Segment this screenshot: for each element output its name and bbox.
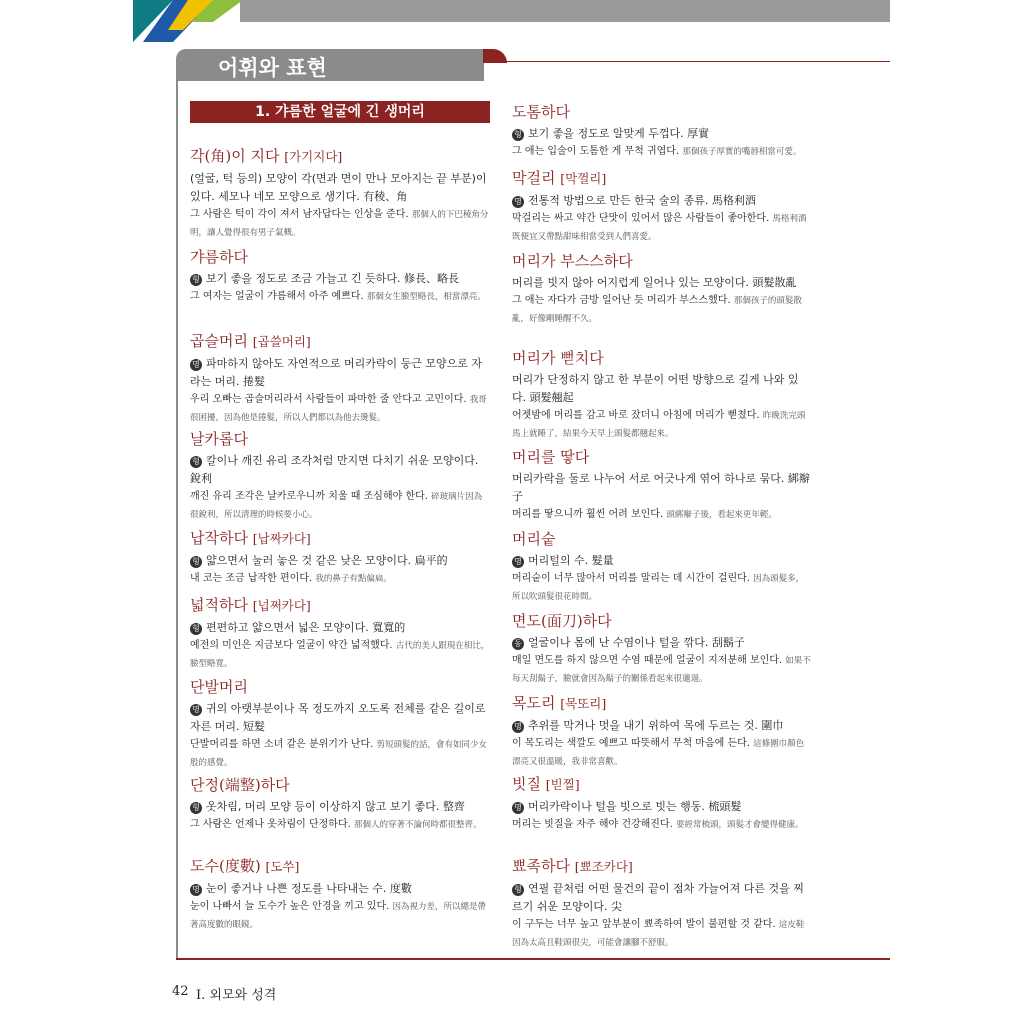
example-translation: 馬格利酒既便宜又帶點甜味相當受到人們喜愛。 <box>512 214 807 242</box>
example-korean: 그 애는 자다가 금방 일어난 듯 머리가 부스스했다. <box>512 295 731 306</box>
entry-definition <box>190 170 490 206</box>
entry-definition <box>190 880 490 898</box>
pronunciation: [막껄리] <box>560 171 607 186</box>
part-of-speech-badge: 명 <box>512 556 524 568</box>
pronunciation: [가기지다] <box>284 149 343 164</box>
entry-headword <box>512 167 812 190</box>
entry-definition <box>190 355 490 391</box>
definition-text: 보기 좋을 정도로 조금 가늘고 긴 듯하다. 修長、略長 <box>206 272 459 285</box>
definition-text: (얼굴, 턱 등의) 모양이 각(면과 면이 만나 모아지는 끝 부분)이 있다. 세모나 네모 모양으로 생기다. 有稜、角 <box>190 172 487 203</box>
headword-text: 날카롭다 <box>190 430 248 448</box>
entry-headword <box>190 676 490 698</box>
headword-text: 도톰하다 <box>512 103 570 121</box>
pronunciation: [뾰조카다] <box>574 859 633 874</box>
part-of-speech-badge: 명 <box>512 196 524 208</box>
definition-text: 머리카락이나 털을 빗으로 빗는 행동. 梳頭髮 <box>528 800 742 813</box>
example-korean: 그 애는 입술이 도톰한 게 무척 귀엽다. <box>512 146 680 157</box>
subheading: 1. 갸름한 얼굴에 긴 생머리 <box>190 101 490 123</box>
headword-text: 넓적하다 <box>190 596 248 614</box>
entry-definition <box>512 470 812 506</box>
headword-text: 뾰족하다 <box>512 857 570 875</box>
dictionary-entry <box>190 774 490 834</box>
entry-example <box>512 407 812 443</box>
example-translation: 那個人的穿著不論何時都很整齊。 <box>353 820 482 830</box>
part-of-speech-badge: 형 <box>512 884 524 896</box>
example-translation: 古代的美人跟現在相比，臉型略寬。 <box>190 641 490 669</box>
top-bar <box>240 0 890 22</box>
part-of-speech-badge: 명 <box>512 802 524 814</box>
entry-definition <box>512 634 812 652</box>
example-korean: 이 목도리는 색깔도 예쁘고 따뜻해서 무척 마음에 든다. <box>512 738 750 749</box>
example-translation: 因為頭髮多，所以吹頭髮很花時間。 <box>512 574 805 602</box>
definition-text: 연필 끝처럼 어떤 물건의 끝이 점차 가늘어져 다른 것을 찌르기 쉬운 모양이다. 尖 <box>512 882 804 913</box>
example-translation: 因為視力差，所以總是帶著高度數的眼鏡。 <box>190 902 487 930</box>
example-translation: 這皮鞋因為太高且鞋頭很尖，可能會讓腳不舒服。 <box>512 920 805 948</box>
section-title: 어휘와 표현 <box>218 56 327 80</box>
headword-text: 납작하다 <box>190 529 248 547</box>
example-translation: 碎玻璃片因為很銳利，所以清理的時候要小心。 <box>190 492 483 520</box>
frame-bottom-rule <box>176 958 890 960</box>
entry-example <box>512 816 812 834</box>
entry-example <box>512 506 812 524</box>
entry-example <box>512 735 812 771</box>
entry-example <box>512 292 812 328</box>
dictionary-entry <box>512 855 812 952</box>
entry-headword <box>512 347 812 369</box>
part-of-speech-badge: 명 <box>190 704 202 716</box>
part-of-speech-badge: 형 <box>512 129 524 141</box>
example-translation: 昨晚洗完頭馬上就睡了，結果今天早上頭髮都翹起來。 <box>512 411 806 439</box>
example-translation: 那個人的下巴稜角分明，讓人覺得很有男子氣概。 <box>190 210 489 238</box>
frame-top-rule <box>483 61 890 62</box>
example-korean: 머리숱이 너무 많아서 머리를 말리는 데 시간이 걸린다. <box>512 573 750 584</box>
pronunciation: [도쑤] <box>265 859 300 874</box>
example-translation: 我的鼻子有點偏扁。 <box>315 574 392 584</box>
example-translation: 我哥很困擾，因為他是捲髮，所以人們都以為他去燙髮。 <box>190 395 487 423</box>
example-korean: 우리 오빠는 곱슬머리라서 사람들이 파마한 줄 안다고 고민이다. <box>190 394 467 405</box>
example-translation: 那個女生臉型略長，相當漂亮。 <box>366 292 486 302</box>
pronunciation: [납짜카다] <box>252 531 311 546</box>
definition-text: 머리카락을 둘로 나누어 서로 어긋나게 엮어 하나로 묶다. 綁辮子 <box>512 472 810 503</box>
part-of-speech-badge: 명 <box>190 359 202 371</box>
entry-headword <box>512 855 812 878</box>
dictionary-entry <box>512 773 812 834</box>
part-of-speech-badge: 형 <box>190 456 202 468</box>
entry-definition <box>512 371 812 407</box>
headword-text: 빗질 <box>512 775 541 793</box>
dictionary-entry <box>190 330 490 427</box>
headword-text: 단정(端整)하다 <box>190 776 290 794</box>
entry-definition <box>512 274 812 292</box>
dictionary-entry <box>190 594 490 673</box>
example-korean: 머리를 땋으니까 훨씬 어려 보인다. <box>512 509 664 520</box>
entry-example <box>512 916 812 952</box>
example-korean: 예전의 미인은 지금보다 얼굴이 약간 넓적했다. <box>190 640 393 651</box>
pronunciation: [곱쓸머리] <box>252 334 311 349</box>
example-korean: 어젯밤에 머리를 감고 바로 잤더니 아침에 머리가 뻗쳤다. <box>512 410 760 421</box>
entry-example <box>190 288 490 306</box>
definition-text: 얇으면서 눌러 놓은 것 같은 낮은 모양이다. 扁平的 <box>206 554 448 567</box>
entry-example <box>512 210 812 246</box>
entry-example <box>190 488 490 524</box>
entry-headword <box>190 246 490 268</box>
example-translation: 頭綁辮子後，看起來更年輕。 <box>666 510 777 520</box>
entry-definition <box>190 452 490 488</box>
dictionary-entry <box>190 246 490 306</box>
part-of-speech-badge: 형 <box>190 556 202 568</box>
headword-text: 머리를 땋다 <box>512 448 590 466</box>
example-korean: 이 구두는 너무 높고 앞부분이 뾰족하여 발이 불편할 것 같다. <box>512 919 776 930</box>
dictionary-entry <box>190 145 490 242</box>
entry-definition <box>512 798 812 816</box>
entry-example <box>190 391 490 427</box>
entry-headword <box>512 250 812 272</box>
chapter-title: I. 외모와 성격 <box>196 988 277 1003</box>
page-number: 42 <box>172 984 189 999</box>
entry-example <box>190 816 490 834</box>
frame-left-rule <box>176 80 178 960</box>
part-of-speech-badge: 형 <box>190 623 202 635</box>
entry-example <box>190 736 490 772</box>
entry-headword <box>190 527 490 550</box>
entry-example <box>190 570 490 588</box>
dictionary-entry <box>512 167 812 246</box>
entry-headword <box>512 528 812 550</box>
part-of-speech-badge: 명 <box>190 884 202 896</box>
entry-example <box>190 637 490 673</box>
definition-text: 전통적 방법으로 만든 한국 술의 종류. 馬格利酒 <box>528 194 756 207</box>
entry-example <box>512 143 812 161</box>
entry-example <box>512 570 812 606</box>
entry-example <box>190 206 490 242</box>
definition-text: 칼이나 깨진 유리 조각처럼 만지면 다치기 쉬운 모양이다. 銳利 <box>190 454 479 485</box>
example-korean: 눈이 나빠서 늘 도수가 높은 안경을 끼고 있다. <box>190 901 390 912</box>
entry-headword <box>190 330 490 353</box>
example-translation: 要經常梳頭，頭髮才會變得健康。 <box>675 820 804 830</box>
headword-text: 머리가 부스스하다 <box>512 252 633 270</box>
headword-text: 머리가 뻗치다 <box>512 349 604 367</box>
dictionary-entry <box>190 855 490 934</box>
pronunciation: [목또리] <box>560 696 607 711</box>
headword-text: 곱슬머리 <box>190 332 248 350</box>
definition-text: 옷차림, 머리 모양 등이 이상하지 않고 보기 좋다. 整齊 <box>206 800 465 813</box>
example-translation: 那個孩子的頭髮散亂，好像剛睡醒不久。 <box>512 296 802 324</box>
example-korean: 단발머리를 하면 소녀 같은 분위기가 난다. <box>190 739 374 750</box>
entry-headword <box>190 594 490 617</box>
headword-text: 단발머리 <box>190 678 248 696</box>
dictionary-entry <box>512 446 812 524</box>
definition-text: 편편하고 얇으면서 넓은 모양이다. 寬寬的 <box>206 621 406 634</box>
entry-definition <box>512 552 812 570</box>
entry-definition <box>512 192 812 210</box>
example-korean: 매일 면도를 하지 않으면 수염 때문에 얼굴이 지저분해 보인다. <box>512 655 783 666</box>
entry-definition <box>190 270 490 288</box>
headword-text: 도수(度數) <box>190 857 261 875</box>
part-of-speech-badge: 명 <box>512 721 524 733</box>
entry-definition <box>190 619 490 637</box>
dictionary-entry <box>190 428 490 524</box>
definition-text: 파마하지 않아도 자연적으로 머리카락이 둥근 모양으로 자라는 머리. 捲髮 <box>190 357 483 388</box>
dictionary-entry <box>190 527 490 588</box>
example-translation: 剪短頭髮的話，會有如同少女般的感覺。 <box>190 740 487 768</box>
dictionary-entry <box>512 250 812 328</box>
entry-headword <box>190 774 490 796</box>
entry-definition <box>512 125 812 143</box>
dictionary-entry <box>512 101 812 161</box>
dictionary-entry <box>512 528 812 606</box>
example-korean: 내 코는 조금 납작한 편이다. <box>190 573 313 584</box>
example-korean: 그 사람은 턱이 각이 져서 남자답다는 인상을 준다. <box>190 209 409 220</box>
example-korean: 막걸리는 싸고 약간 단맛이 있어서 많은 사람들이 좋아한다. <box>512 213 770 224</box>
example-translation: 如果不每天刮鬍子，臉就會因為鬍子的關係看起來很邋遢。 <box>512 656 811 684</box>
example-korean: 깨진 유리 조각은 날카로우니까 치울 때 조심해야 한다. <box>190 491 428 502</box>
definition-text: 머리가 단정하지 않고 한 부분이 어떤 방향으로 길게 나와 있다. 頭髮翹起 <box>512 373 799 404</box>
entry-headword <box>512 610 812 632</box>
entry-definition <box>190 700 490 736</box>
entry-headword <box>512 446 812 468</box>
entry-example <box>190 898 490 934</box>
entry-example <box>512 652 812 688</box>
dictionary-entry <box>512 692 812 771</box>
headword-text: 목도리 <box>512 694 556 712</box>
example-korean: 그 사람은 언제나 옷차림이 단정하다. <box>190 819 351 830</box>
headword-text: 각(角)이 지다 <box>190 147 280 165</box>
entry-headword <box>190 145 490 168</box>
headword-text: 막걸리 <box>512 169 556 187</box>
definition-text: 추위를 막거나 멋을 내기 위하여 목에 두르는 것. 圍巾 <box>528 719 784 732</box>
example-translation: 那個孩子厚實的嘴唇相當可愛。 <box>682 147 802 157</box>
definition-text: 머리털의 수. 髮量 <box>528 554 614 567</box>
pronunciation: [넙쩌카다] <box>252 598 311 613</box>
definition-text: 귀의 아랫부분이나 목 정도까지 오도록 전체를 같은 길이로 자른 머리. 短髮 <box>190 702 486 733</box>
example-korean: 그 여자는 얼굴이 갸름해서 아주 예쁘다. <box>190 291 364 302</box>
definition-text: 눈이 좋거나 나쁜 정도를 나타내는 수. 度數 <box>206 882 412 895</box>
entry-headword <box>190 428 490 450</box>
pronunciation: [빋찔] <box>545 777 580 792</box>
entry-headword <box>512 101 812 123</box>
entry-definition <box>512 880 812 916</box>
entry-headword <box>512 773 812 796</box>
definition-text: 보기 좋을 정도로 알맞게 두껍다. 厚實 <box>528 127 710 140</box>
entry-definition <box>512 717 812 735</box>
part-of-speech-badge: 형 <box>190 274 202 286</box>
part-of-speech-badge: 동 <box>512 638 524 650</box>
example-translation: 這條圍巾顏色漂亮又很溫暖，我非常喜歡。 <box>512 739 805 767</box>
dictionary-entry <box>512 347 812 443</box>
entry-definition <box>190 552 490 570</box>
example-korean: 머리는 빗질을 자주 해야 건강해진다. <box>512 819 673 830</box>
headword-text: 면도(面刀)하다 <box>512 612 612 630</box>
headword-text: 머리숱 <box>512 530 556 548</box>
dictionary-entry <box>512 610 812 688</box>
dictionary-entry <box>190 676 490 772</box>
definition-text: 머리를 빗지 않아 어지럽게 일어나 있는 모양이다. 頭髮散亂 <box>512 276 797 289</box>
entry-definition <box>190 798 490 816</box>
part-of-speech-badge: 형 <box>190 802 202 814</box>
corner-decoration <box>133 0 243 42</box>
entry-headword <box>512 692 812 715</box>
headword-text: 갸름하다 <box>190 248 248 266</box>
definition-text: 얼굴이나 몸에 난 수염이나 털을 깎다. 刮鬍子 <box>528 636 745 649</box>
entry-headword <box>190 855 490 878</box>
